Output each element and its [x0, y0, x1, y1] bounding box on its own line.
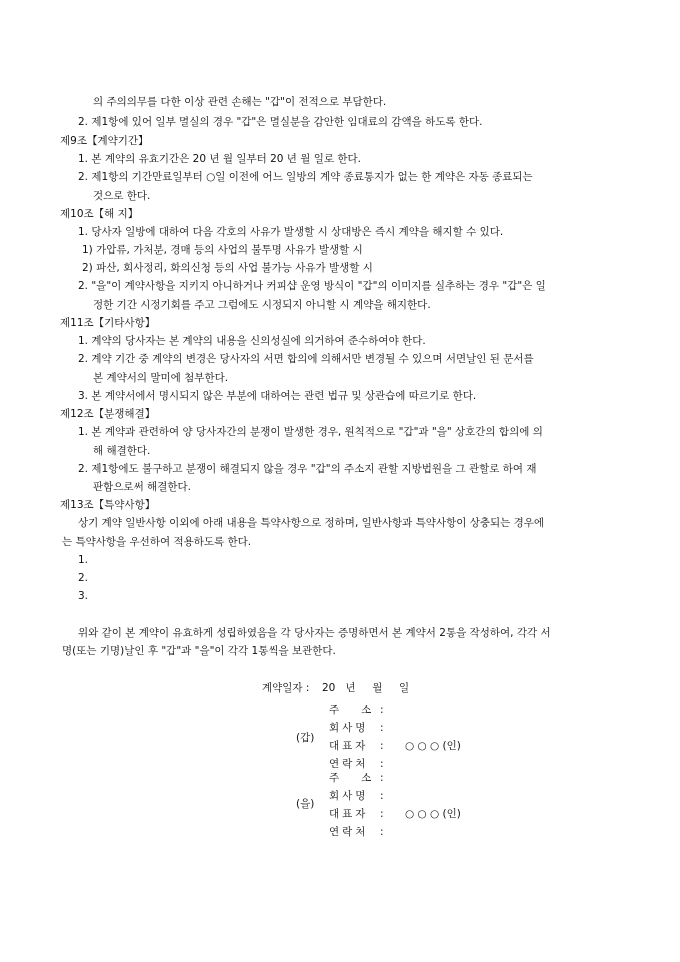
- article9-item-2-cont: 것으로 한다.: [93, 190, 151, 202]
- party-b-company-colon: :: [380, 790, 384, 802]
- party-a-name: (갑): [296, 732, 315, 744]
- party-b-contact-label: 연락처: [329, 826, 369, 838]
- article11-heading: 제11조【기타사항】: [60, 317, 156, 329]
- closing-statement-cont: 명(또는 기명)날인 후 "갑"과 "을"이 각각 1통씩을 보관한다.: [62, 645, 336, 657]
- article10-heading: 제10조【해 지】: [60, 208, 139, 220]
- article10-subitem-2: 2) 파산, 회사정리, 화의신청 등의 사업 불가능 사유가 발생할 시: [82, 262, 373, 274]
- article11-item-1: 1. 계약의 당사자는 본 계약의 내용을 신의성실에 의거하여 준수하여야 한다.: [78, 335, 426, 347]
- party-b-contact-colon: :: [380, 826, 384, 838]
- contract-date-label: 계약일자 :: [262, 682, 310, 694]
- party-b-seal: ○ ○ ○ (인): [405, 808, 461, 820]
- party-a-contact-label: 연락처: [329, 758, 369, 770]
- article11-item-3: 3. 본 계약서에서 명시되지 않은 부분에 대하여는 관련 법규 및 상관습에 따르기로 한다.: [78, 390, 477, 402]
- party-a-contact-colon: :: [380, 758, 384, 770]
- article12-item-1: 1. 본 계약과 관련하여 양 당사자간의 분쟁이 발생한 경우, 원칙적으로 "갑"과 "을" 상호간의 합의에 의: [78, 426, 543, 438]
- party-b-name: (을): [296, 798, 315, 810]
- party-b-address-colon: :: [380, 772, 384, 784]
- article10-subitem-1: 1) 가압류, 가처분, 경매 등의 사업의 불투명 사유가 발생할 시: [82, 244, 363, 256]
- article9-item-1: 1. 본 계약의 유효기간은 20 년 월 일부터 20 년 월 일로 한다.: [78, 153, 361, 165]
- article9-heading: 제9조【계약기간】: [60, 135, 149, 147]
- article11-item-2: 2. 계약 기간 중 계약의 변경은 당사자의 서면 합의에 의해서만 변경될 수 있으며 서면날인 된 문서를: [78, 353, 534, 365]
- article13-text-cont: 는 특약사항을 우선하여 적용하도록 한다.: [62, 536, 252, 548]
- party-a-rep-colon: :: [380, 740, 384, 752]
- closing-statement: 위와 같이 본 계약이 유효하게 성립하였음을 각 당사자는 증명하면서 본 계약서 2통을 작성하여, 각각 서: [78, 627, 551, 639]
- party-b-address-label: 주 소: [329, 772, 375, 784]
- party-b-company-label: 회사명: [329, 790, 369, 802]
- article10-item-2-cont: 정한 기간 시정기회를 주고 그럼에도 시정되지 아니할 시 계약을 해지한다.: [93, 299, 431, 311]
- party-a-address-colon: :: [380, 704, 384, 716]
- article12-item-2-cont: 판함으로써 해결한다.: [93, 481, 191, 493]
- party-b-rep-colon: :: [380, 808, 384, 820]
- party-a-company-label: 회사명: [329, 722, 369, 734]
- article9-item-2: 2. 제1항의 기간만료일부터 ○일 이전에 어느 일방의 계약 종료통지가 없는 한 계약은 자동 종료되는: [78, 171, 533, 183]
- clause8-text-cont: 의 주의의무를 다한 이상 관련 손해는 "갑"이 전적으로 부담한다.: [93, 96, 387, 108]
- article12-item-2: 2. 제1항에도 불구하고 분쟁이 해결되지 않을 경우 "갑"의 주소지 관할 지방법원을 그 관할로 하여 재: [78, 463, 537, 475]
- special-term-3: 3.: [78, 590, 89, 602]
- article10-item-2: 2. "을"이 계약사항을 지키지 아니하거나 커피샵 운영 방식이 "갑"의 이미지를 실추하는 경우 "갑"은 일: [78, 280, 546, 292]
- article12-heading: 제12조【분쟁해결】: [60, 408, 156, 420]
- article11-item-2-cont: 본 계약서의 말미에 첨부한다.: [93, 372, 229, 384]
- article13-heading: 제13조【특약사항】: [60, 499, 156, 511]
- party-a-seal: ○ ○ ○ (인): [405, 740, 461, 752]
- party-a-rep-label: 대표자: [329, 740, 369, 752]
- clause8-item-2: 2. 제1항에 있어 일부 멸실의 경우 "갑"은 멸실분을 감안한 임대료의 감액을 하도록 한다.: [78, 116, 483, 128]
- special-term-2: 2.: [78, 572, 89, 584]
- party-b-rep-label: 대표자: [329, 808, 369, 820]
- article12-item-1-cont: 해 해결한다.: [93, 445, 151, 457]
- contract-date-value: 20 년 월 일: [322, 682, 410, 694]
- party-a-address-label: 주 소: [329, 704, 375, 716]
- party-a-company-colon: :: [380, 722, 384, 734]
- article13-text: 상기 계약 일반사항 이외에 아래 내용을 특약사항으로 정하며, 일반사항과 특약사항이 상충되는 경우에: [78, 517, 545, 529]
- article10-item-1: 1. 당사자 일방에 대하여 다음 각호의 사유가 발생할 시 상대방은 즉시 계약을 해지할 수 있다.: [78, 226, 504, 238]
- special-term-1: 1.: [78, 554, 89, 566]
